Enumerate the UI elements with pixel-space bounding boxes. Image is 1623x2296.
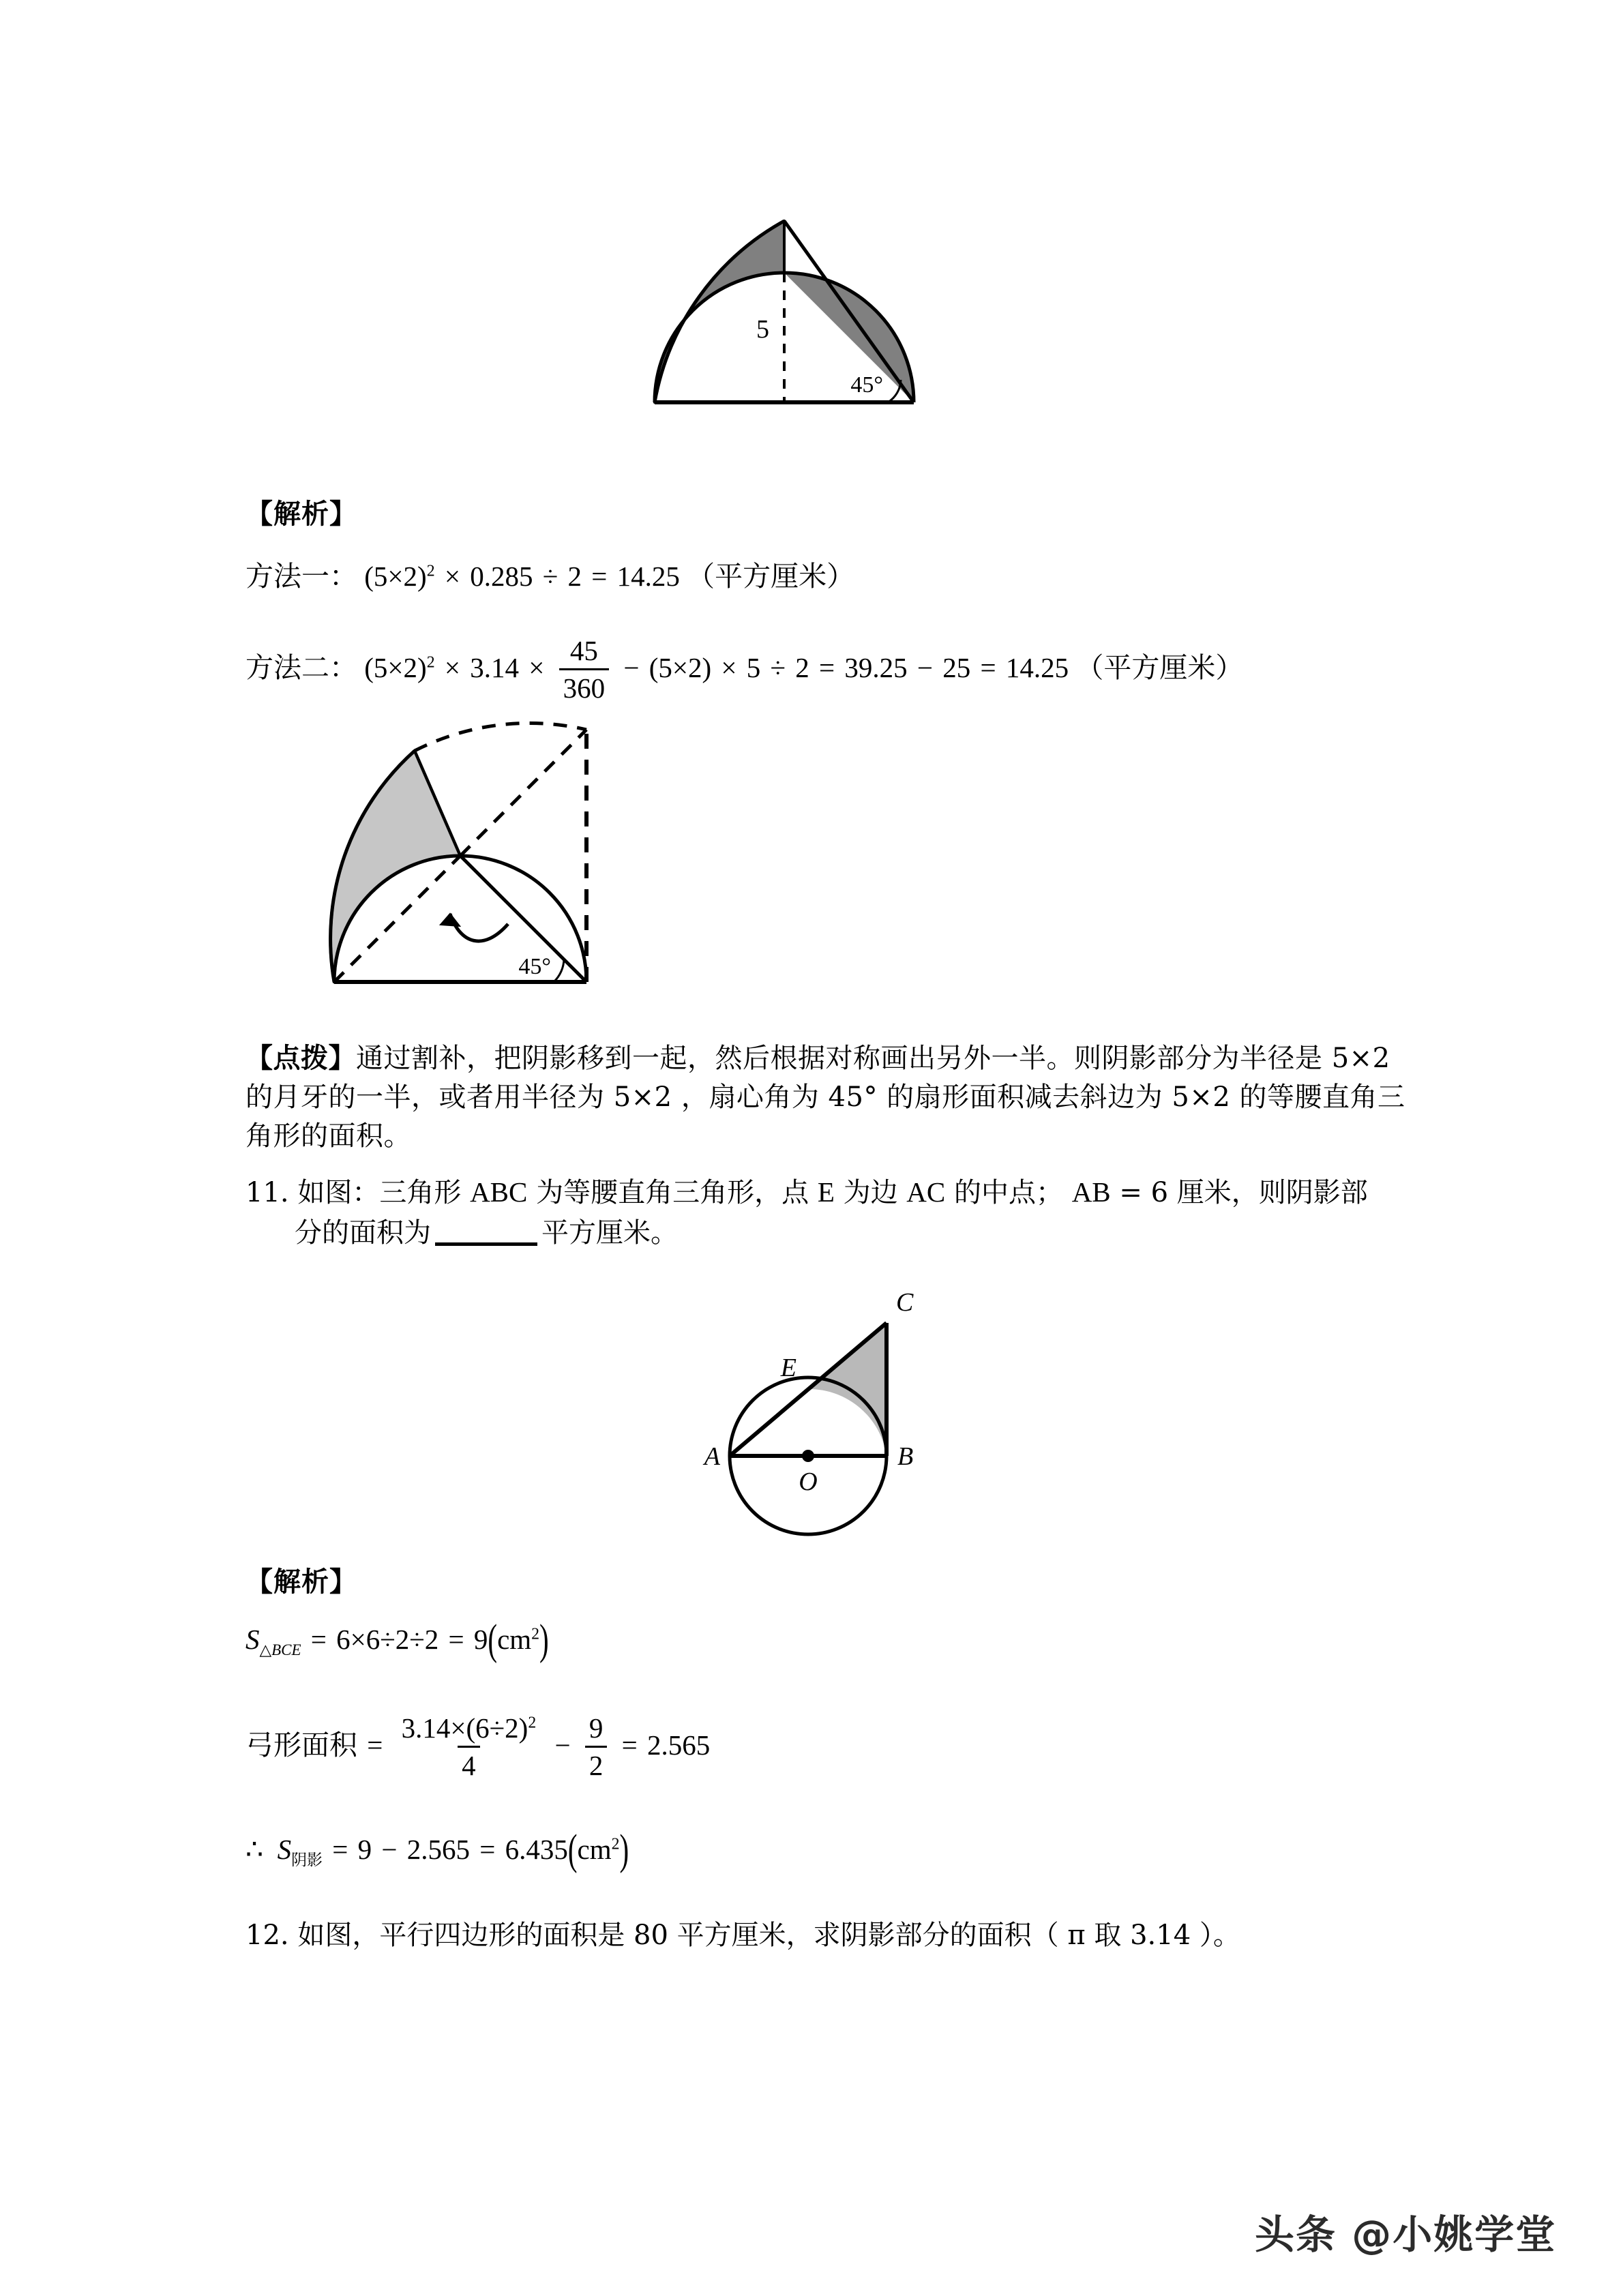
line1-equals-2: = xyxy=(448,1624,464,1655)
line2-frac1-num-b: (6÷2) xyxy=(466,1712,528,1744)
method2-equals1: = xyxy=(819,651,835,683)
vertex-label-b: B xyxy=(897,1442,914,1471)
label-ac: AC xyxy=(906,1176,946,1208)
line3-unit: cm xyxy=(577,1834,612,1865)
question-11-text-e: = 6 厘米，则阴影部 xyxy=(1110,1177,1368,1208)
label-e: E xyxy=(817,1176,835,1208)
line1-paren-open: ( xyxy=(488,1615,498,1664)
question-11-text-f: 分的面积为 xyxy=(295,1217,431,1249)
move-arrow-head xyxy=(441,914,460,926)
vertex-label-e: E xyxy=(780,1354,796,1382)
vertex-label-a: A xyxy=(704,1442,720,1471)
line1-unit: cm xyxy=(497,1624,532,1655)
method2-frac-numerator: 45 xyxy=(569,635,598,666)
method1-factor: 0.285 xyxy=(470,561,533,592)
line3-equals: = xyxy=(332,1834,348,1865)
method2-result: 14.25 xyxy=(1005,651,1069,683)
line3-minus: − xyxy=(381,1834,398,1865)
area-subscript-bce: △BCE xyxy=(259,1641,301,1659)
line1-equals: = xyxy=(310,1624,327,1655)
forty-five-degree-chord xyxy=(784,221,914,402)
method1-divisor: 2 xyxy=(567,561,582,592)
method2-divide: ÷ xyxy=(770,651,786,683)
vertex-label-c: C xyxy=(896,1288,914,1317)
question-12-text: 如图，平行四边形的面积是 80 平方厘米，求阴影部分的面积（ π 取 3.14 ）。 xyxy=(297,1920,1240,1951)
method1-equals: = xyxy=(591,561,608,592)
line2-frac1-numerator xyxy=(398,1712,541,1746)
circle-with-right-triangle-figure xyxy=(696,1275,927,1541)
line1-expression: 6×6÷2÷2 xyxy=(336,1624,439,1655)
line1-paren-close: ) xyxy=(539,1615,549,1664)
method2-unit: （平方厘米） xyxy=(1075,651,1244,684)
lune-45-degree-figure xyxy=(648,191,934,423)
question-11-text-c: 为边 xyxy=(834,1177,907,1208)
method2-value1: 39.25 xyxy=(844,651,908,683)
method2-label: 方法二： xyxy=(245,651,357,684)
analysis2-line-2 xyxy=(245,1713,710,1783)
method2-minus2: − xyxy=(917,651,934,683)
method2-minus: − xyxy=(623,651,640,683)
line2-minus: − xyxy=(554,1729,571,1761)
therefore-symbol: ∴ xyxy=(245,1834,264,1865)
shaded-moved-region xyxy=(331,751,460,982)
question-11-text-b: 为等腰直角三角形，点 xyxy=(527,1177,818,1208)
line3-paren-close: ) xyxy=(619,1825,629,1874)
question-11-line-1 xyxy=(245,1172,1432,1214)
height-label: 5 xyxy=(756,315,769,344)
sector-dissection-figure xyxy=(314,709,627,1002)
angle-label: 45° xyxy=(518,954,551,979)
method1-times: × xyxy=(444,561,460,592)
angle-arc xyxy=(554,959,564,982)
question-11-text-g: 平方厘米。 xyxy=(541,1217,678,1249)
quarter-arc-dashed xyxy=(415,723,586,751)
center-label-o: O xyxy=(799,1467,818,1496)
method2-times: × xyxy=(444,651,460,683)
sector-figure-svg xyxy=(314,709,627,1002)
label-abc: ABC xyxy=(470,1176,528,1208)
question-12-number: 12. xyxy=(245,1920,289,1951)
method2-frac-denominator: 360 xyxy=(559,668,610,704)
lune-right-shaded-region xyxy=(784,273,914,402)
method1-base: (5×2) xyxy=(364,561,427,592)
area-symbol-s: S xyxy=(245,1624,260,1655)
method2-base2: (5×2) xyxy=(649,651,712,683)
method2-line xyxy=(245,636,1243,706)
question-11-line-2 xyxy=(295,1212,1440,1253)
move-arrow-curve xyxy=(450,914,508,941)
tip-line-3: 角形的面积。 xyxy=(245,1120,411,1152)
watermark-text: 头条 @小姚学堂 xyxy=(1255,2211,1557,2258)
question-12-line xyxy=(245,1915,1432,1956)
question-11-text-d: 的中点； xyxy=(945,1177,1072,1208)
line1-value: 9 xyxy=(473,1624,488,1655)
answer-blank-11[interactable] xyxy=(435,1215,537,1246)
segment-area-label: 弓形面积 xyxy=(245,1728,357,1761)
line2-frac2-numerator: 9 xyxy=(589,1712,604,1744)
method2-equals2: = xyxy=(980,651,996,683)
analysis2-heading: 【解析】 xyxy=(245,1566,357,1598)
line2-equals-2: = xyxy=(621,1729,638,1761)
line3-paren-open: ( xyxy=(567,1825,578,1874)
analysis2-line-3 xyxy=(245,1825,629,1874)
line3-unit-exponent: 2 xyxy=(611,1835,620,1853)
method1-label: 方法一： xyxy=(245,560,357,593)
shadow-subscript: 阴影 xyxy=(291,1851,323,1870)
method2-five: 5 xyxy=(746,651,761,683)
method2-base: (5×2) xyxy=(364,651,427,683)
line3-equals-2: = xyxy=(479,1834,496,1865)
line2-frac1-num-a: 3.14× xyxy=(401,1712,466,1744)
method2-fraction xyxy=(559,634,610,704)
method2-pi: 3.14 xyxy=(470,651,519,683)
line2-frac2-denominator: 2 xyxy=(585,1746,608,1782)
method2-two: 2 xyxy=(795,651,809,683)
shadow-symbol-s: S xyxy=(277,1834,292,1865)
method2-times2: × xyxy=(528,651,545,683)
method1-unit: （平方厘米） xyxy=(687,560,855,593)
method1-line xyxy=(245,554,854,594)
lune-figure-svg xyxy=(648,191,934,423)
line1-unit-exponent: 2 xyxy=(531,1625,540,1643)
method2-exponent: 2 xyxy=(426,653,435,672)
question-11-text-a: 如图：三角形 xyxy=(297,1177,471,1208)
circle-triangle-svg xyxy=(696,1275,927,1541)
line3-b: 2.565 xyxy=(406,1834,470,1865)
line2-result: 2.565 xyxy=(646,1729,711,1761)
lune-left-shaded-region xyxy=(655,221,784,402)
method1-divide: ÷ xyxy=(542,561,559,592)
line3-a: 9 xyxy=(357,1834,372,1865)
line3-result: 6.435 xyxy=(505,1834,568,1865)
angle-label: 45° xyxy=(850,372,883,398)
tip-text-1: 通过割补，把阴影移到一起，然后根据对称画出另外一半。则阴影部分为半径是 5×2 xyxy=(356,1043,1390,1074)
diagonal-dashed-upper xyxy=(460,730,586,856)
method2-value2: 25 xyxy=(942,651,971,683)
analysis1-heading: 【解析】 xyxy=(245,498,357,530)
center-point-dot xyxy=(802,1450,814,1462)
line2-frac1-denominator: 4 xyxy=(458,1746,480,1782)
tip-line-2: 的月牙的一半，或者用半径为 5×2 ，扇心角为 45° 的扇形面积减去斜边为 5×2 的等腰直角三 xyxy=(245,1082,1405,1113)
line2-frac1-num-sup: 2 xyxy=(528,1714,537,1732)
tip-heading: 【点拨】 xyxy=(245,1042,356,1074)
question-11-number: 11. xyxy=(245,1177,289,1208)
line2-fraction-2 xyxy=(585,1712,608,1782)
analysis2-line-1 xyxy=(245,1615,549,1664)
tip-line-1 xyxy=(245,1039,1425,1078)
method2-times3: × xyxy=(721,651,737,683)
line2-equals: = xyxy=(367,1729,383,1761)
line2-fraction-1 xyxy=(398,1712,541,1782)
label-ab: AB xyxy=(1071,1176,1111,1208)
method1-result: 14.25 xyxy=(616,561,680,592)
method1-exponent: 2 xyxy=(426,562,435,580)
